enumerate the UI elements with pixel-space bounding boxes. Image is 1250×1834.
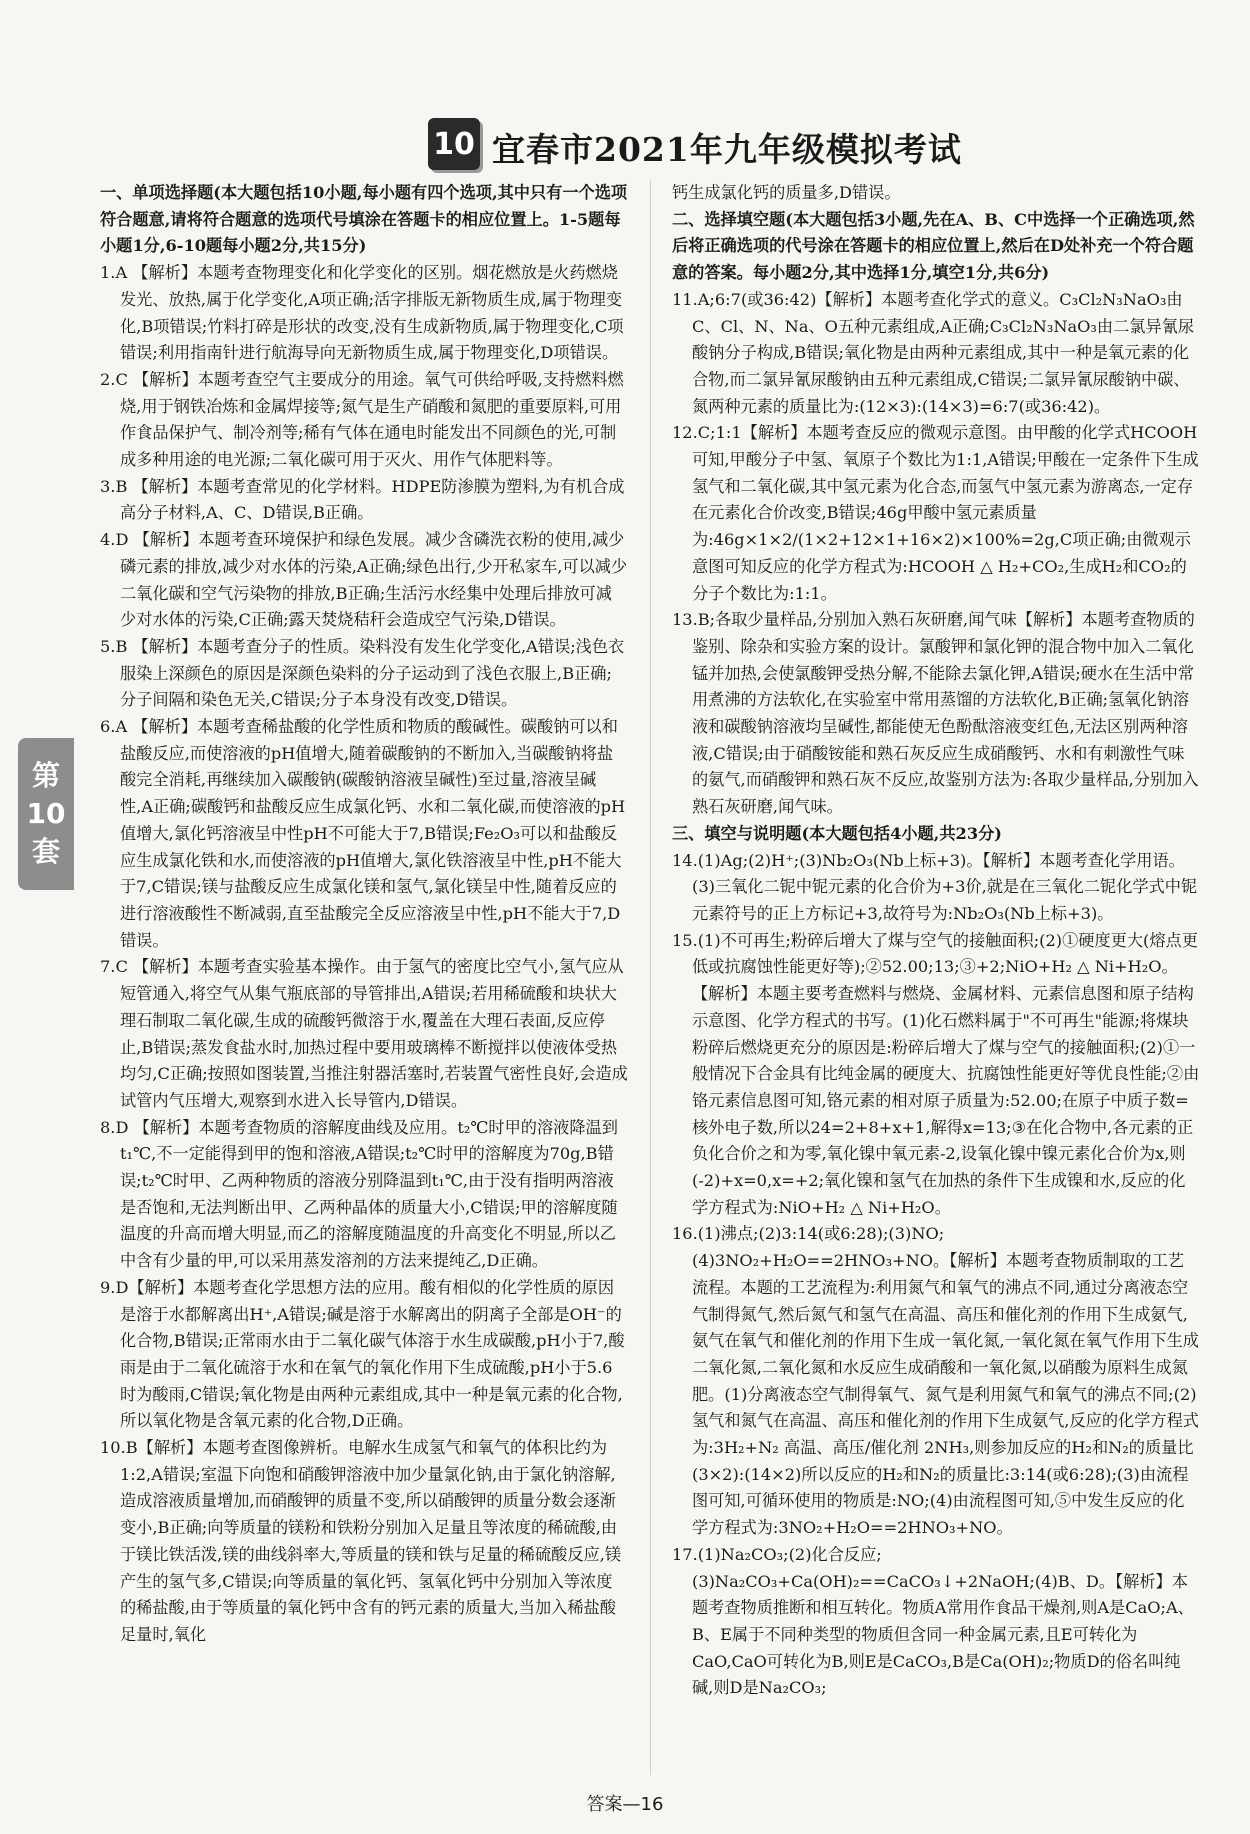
set-side-tab <box>18 738 74 890</box>
page-title: 宜春市2021年九年级模拟考试 <box>492 130 962 169</box>
answer-item: 16.(1)沸点;(2)3:14(或6:28);(3)NO;(4)3NO₂+H₂O==2HNO₃+NO。【解析】本题考查物质制取的工艺流程。本题的工艺流程为:利用氮气和氧气的沸点不同,通过分离液态空气制得氮气,然后氮气和氢气在高温、高压和催化剂的作用下生成氨气,氨气在氧气和催化剂的作用下生成一氧化氮,一氧化氮在氧气作用下生成二氧化氮,二氧化氮和水反应生成硝酸和一氧化氮,以硝酸为原料生成氮肥。(1)分离液态空气制得氧气、氮气是利用氮气和氧气的沸点不同;(2)氢气和氮气在高温、高压和催化剂的作用下生成氨气,反应的化学方程式为:3H₂+N₂ 高温、高压/催化剂 2NH₃,则参加反应的H₂和N₂的质量比(3×2):(14×2)所以反应的H₂和N₂的质量比:3:14(或6:28);(3)由流程图可知,可循环使用的物质是:NO;(4)由流程图可知,⑤中发生反应的化学方程式为:3NO₂+H₂O==2HNO₃+NO。 <box>672 1224 1199 1538</box>
side-tab-line3: 套 <box>31 835 60 868</box>
answer-item: 8.D 【解析】本题考查物质的溶解度曲线及应用。t₂℃时甲的溶液降温到t₁℃,不一定能得到甲的饱和溶液,A错误;t₂℃时甲的溶解度为70g,B错误;t₂℃时甲、乙两种物质的溶液分别降温到t₁℃,由于没有指明两溶液是否饱和,无法判断出甲、乙两种晶体的质量大小,C错误;甲的溶解度随温度的升高而增大明显,而乙的溶解度随温度的升高变化不明显,所以乙中含有少量的甲,可以采用蒸发溶剂的方法来提纯乙,D正确。 <box>100 1117 618 1271</box>
side-tab-line1: 第 <box>31 759 60 792</box>
answer-item: 13.B;各取少量样品,分别加入熟石灰研磨,闻气味【解析】本题考查物质的鉴别、除杂和实验方案的设计。氯酸钾和氯化钾的混合物中加入二氧化锰并加热,会使氯酸钾受热分解,不能除去氯化钾,A错误;硬水在生活中常用煮沸的方法软化,在实验室中常用蒸馏的方法软化,B正确;氢氧化钠溶液和碳酸钠溶液均呈碱性,都能使无色酚酞溶液变红色,无法区别两种溶液,C错误;由于硝酸铵能和熟石灰反应生成硝酸钙、水和有刺激性气味的氨气,而硝酸钾和熟石灰不反应,故鉴别方法为:各取少量样品,分别加入熟石灰研磨,闻气味。 <box>672 610 1199 817</box>
answer-item: 6.A 【解析】本题考查稀盐酸的化学性质和物质的酸碱性。碳酸钠可以和盐酸反应,而使溶液的pH值增大,随着碳酸钠的不断加入,当碳酸钠将盐酸完全消耗,再继续加入碳酸钠(碳酸钠溶液呈碱性)至过量,溶液呈碱性,A正确;碳酸钙和盐酸反应生成氯化钙、水和二氧化碳,而使溶液的pH值增大,氯化钙溶液呈中性pH不可能大于7,B错误;Fe₂O₃可以和盐酸反应生成氯化铁和水,而使溶液的pH值增大,氯化铁溶液呈中性,pH不能大于7,C错误;镁与盐酸反应生成氯化镁和氢气,氯化镁呈中性,随着反应的进行溶液酸性不断减弱,直至盐酸完全反应溶液呈中性,pH不能大于7,D错误。 <box>100 717 626 950</box>
section-heading: 一、单项选择题(本大题包括10小题,每小题有四个选项,其中只有一个选项符合题意,请将符合题意的选项代号填涂在答题卡的相应位置上。1-5题每小题1分,6-10题每小题2分,共15分) <box>100 183 628 256</box>
answer-item: 3.B 【解析】本题考查常见的化学材料。HDPE防渗膜为塑料,为有机合成高分子材料,A、C、D错误,B正确。 <box>100 476 625 523</box>
continued-text: 钙生成氯化钙的质量多,D错误。 <box>672 183 901 202</box>
left-column <box>100 180 628 1649</box>
answer-item: 2.C 【解析】本题考查空气主要成分的用途。氧气可供给呼吸,支持燃料燃烧,用于钢铁冶炼和金属焊接等;氮气是生产硝酸和氮肥的重要原料,可用作食品保护气、制冷剂等;稀有气体在通电时能发出不同颜色的光,可制成多种用途的电光源;二氧化碳可用于灭火、用作气体肥料等。 <box>100 369 624 470</box>
answer-item: 7.C 【解析】本题考查实验基本操作。由于氢气的密度比空气小,氢气应从短管通入,将空气从集气瓶底部的导管排出,A错误;若用稀硫酸和块状大理石制取二氧化碳,生成的硫酸钙微溶于水,覆盖在大理石表面,反应停止,B错误;蒸发食盐水时,加热过程中要用玻璃棒不断搅拌以使液体受热均匀,C正确;按照如图装置,当推注射器活塞时,若装置气密性良好,会造成试管内气压增大,观察到水进入长导管内,D错误。 <box>100 957 628 1110</box>
section-heading: 三、填空与说明题(本大题包括4小题,共23分) <box>672 823 1002 843</box>
answer-item: 4.D 【解析】本题考查环境保护和绿色发展。减少含磷洗衣粉的使用,减少磷元素的排放,减少对水体的污染,A正确;绿色出行,少开私家车,可以减少二氧化碳和空气污染物的排放,B正确;生活污水经集中处理后排放可减少对水体的污染,C正确;露天焚烧秸秆会造成空气污染,D错误。 <box>100 530 628 630</box>
answer-item: 12.C;1:1【解析】本题考查反应的微观示意图。由甲酸的化学式HCOOH可知,甲酸分子中氢、氧原子个数比为1:1,A错误;甲酸在一定条件下生成氢气和二氧化碳,其中氢元素为化合态,而氢气中氢元素为游离态,一定存在元素化合价改变,B错误;46g甲酸中氢元素质量为:46g×1×2/(1×2+12×1+16×2)×100%=2g,C项正确;由微观示意图可知反应的化学方程式为:HCOOH △ H₂+CO₂,生成H₂和CO₂的分子个数比为:1:1。 <box>672 423 1199 603</box>
page-footer: 答案—16 <box>586 1794 664 1815</box>
answer-item: 15.(1)不可再生;粉碎后增大了煤与空气的接触面积;(2)①硬度更大(熔点更低或抗腐蚀性能更好等);②52.00;13;③+2;NiO+H₂ △ Ni+H₂O。【解析】本题主要考查燃料与燃烧、金属材料、元素信息图和原子结构示意图、化学方程式的书写。(1)化石燃料属于"不可再生"能源;将煤块粉碎后燃烧更充分的原因是:粉碎后增大了煤与空气的接触面积;(2)①一般情况下合金具有比纯金属的硬度大、抗腐蚀性能更好等优良性能;②由铬元素信息图可知,铬元素的相对原子质量为:52.00;在原子中质子数=核外电子数,所以24=2+8+x+1,解得x=13;③在化合物中,各元素的正负化合价之和为零,氧化镍中氧元素-2,设氧化镍中镍元素化合价为x,则(-2)+x=0,x=+2;氧化镍和氢气在加热的条件下生成镍和水,反应的化学方程式为:NiO+H₂ △ Ni+H₂O。 <box>672 930 1200 1217</box>
header <box>0 118 1250 178</box>
section-heading: 二、选择填空题(本大题包括3小题,先在A、B、C中选择一个正确选项,然后将正确选项的代号涂在答题卡的相应位置上,然后在D处补充一个符合题意的答案。每小题2分,其中选择1分,填空1分,共6分) <box>672 209 1195 283</box>
answer-item: 14.(1)Ag;(2)H⁺;(3)Nb₂O₃(Nb上标+3)。【解析】本题考查化学用语。(3)三氧化二铌中铌元素的化合价为+3价,就是在三氧化二铌化学式中铌元素符号的正上方标记+3,故符号为:Nb₂O₃(Nb上标+3)。 <box>672 850 1198 923</box>
set-number-badge: 10 <box>428 118 480 170</box>
answer-item: 5.B 【解析】本题考查分子的性质。染料没有发生化学变化,A错误;浅色衣服染上深颜色的原因是深颜色染料的分子运动到了浅色衣服上,B正确;分子间隔和染色无关,C错误;分子本身没有改变,D错误。 <box>100 636 625 710</box>
column-divider <box>650 180 651 1775</box>
answer-item: 17.(1)Na₂CO₃;(2)化合反应;(3)Na₂CO₃+Ca(OH)₂==CaCO₃↓+2NaOH;(4)B、D。【解析】本题考查物质推断和相互转化。物质A常用作食品干燥剂,则A是CaO;A、B、E属于不同种类型的物质但含同一种金属元素,且E可转化为CaO,CaO可转化为B,则E是CaCO₃,B是Ca(OH)₂;物质D的俗名叫纯碱,则D是Na₂CO₃; <box>672 1544 1194 1698</box>
answer-item: 9.D【解析】本题考查化学思想方法的应用。酸有相似的化学性质的原因是溶于水都解离出H⁺,A错误;碱是溶于水解离出的阴离子全部是OH⁻的化合物,B错误;正常雨水由于二氧化碳气体溶于水生成碳酸,pH小于7,酸雨是由于二氧化硫溶于水和在氧气的氧化作用下生成硫酸,pH小于5.6时为酸雨,C错误;氧化物是由两种元素组成,其中一种是氧元素的化合物,所以氧化物是含氧元素的化合物,D正确。 <box>100 1277 625 1431</box>
answer-item: 10.B【解析】本题考查图像辨析。电解水生成氢气和氧气的体积比约为1:2,A错误;室温下向饱和硝酸钾溶液中加少量氯化钠,由于氯化钠溶解,造成溶液质量增加,而硝酸钾的质量不变,所以硝酸钾的质量分数会逐渐变小,B正确;向等质量的镁粉和铁粉分别加入足量且等浓度的稀硫酸,由于镁比铁活泼,镁的曲线斜率大,等质量的镁和铁与足量的稀硫酸反应,镁产生的氢气多,C错误;向等质量的氧化钙、氢氧化钙中分别加入等浓度的稀盐酸,由于等质量的氧化钙中含有的钙元素的质量大,当加入稀盐酸足量时,氧化 <box>100 1438 622 1644</box>
answer-item: 11.A;6:7(或36:42)【解析】本题考查化学式的意义。C₃Cl₂N₃NaO₃由C、Cl、N、Na、O五种元素组成,A正确;C₃Cl₂N₃NaO₃由二氯异氰尿酸钠分子构成,B错误;氧化物是由两种元素组成,其中一种是氧元素的化合物,而二氯异氰尿酸钠由五种元素组成,C错误;二氯异氰尿酸钠中碳、氮两种元素的质量比为:(12×3):(14×3)=6:7(或36:42)。 <box>672 289 1195 416</box>
answer-item: 1.A 【解析】本题考查物理变化和化学变化的区别。烟花燃放是火药燃烧发光、放热,属于化学变化,A项正确;活字排版无新物质生成,属于物理变化,B项错误;竹料打碎是形状的改变,没有生成新物质,属于物理变化,C项错误;利用指南针进行航海导向无新物质生成,属于物理变化,D项错误。 <box>100 263 624 363</box>
right-column <box>672 180 1200 1702</box>
side-tab-line2: 10 <box>26 797 66 830</box>
